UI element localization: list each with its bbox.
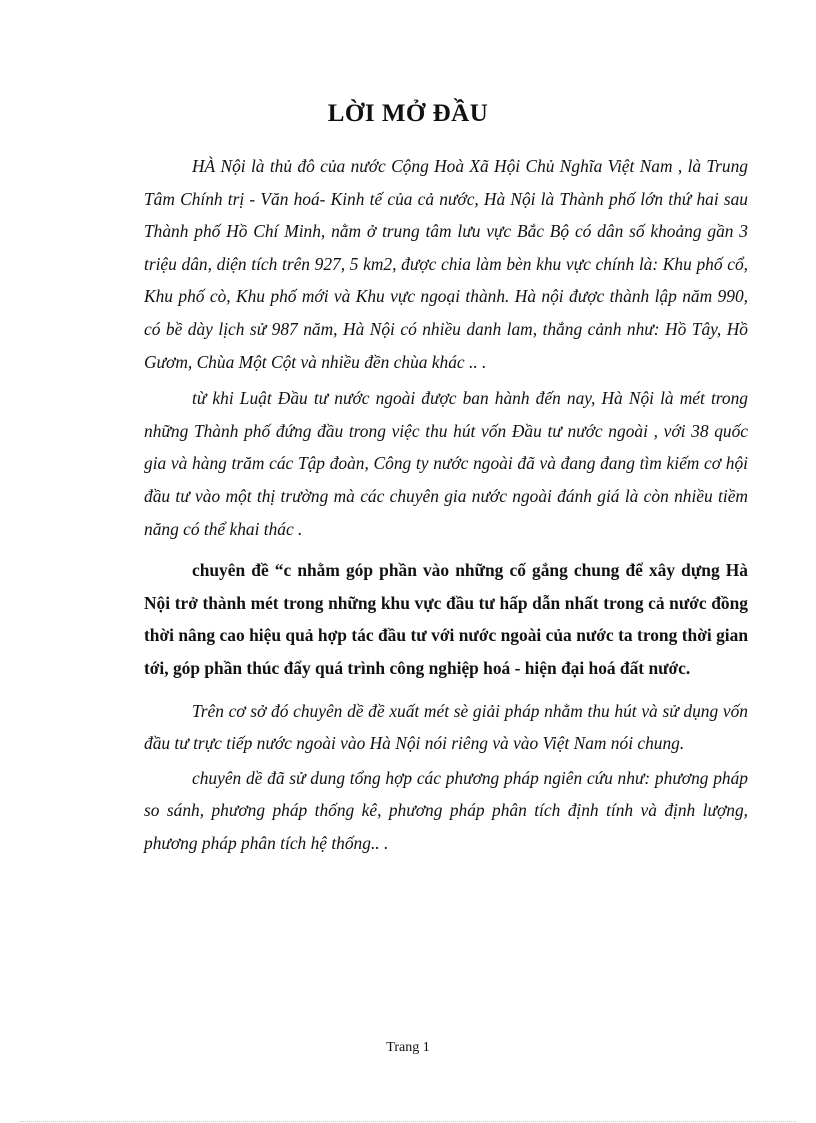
document-body <box>144 150 748 859</box>
paragraph-topic-purpose: chuyên đề “c nhằm góp phần vào những cố gắng chung để xây dựng Hà Nội trở thành mét trong những khu vực đầu tư hấp dẫn nhất trong cả nước đồng thời nâng cao hiệu quả hợp tác đầu tư với nước ngoài của nước ta trong thời gian tới, góp phần thúc đẩy quá trình công nghiệp hoá - hiện đại hoá đất nước. <box>144 560 748 678</box>
paragraph-foreign-investment: từ khi Luật Đầu tư nước ngoài được ban hành đến nay, Hà Nội là mét trong những Thành phố đứng đầu trong việc thu hút vốn Đầu tư nước ngoài , với 38 quốc gia và hàng trăm các Tập đoàn, Công ty nước ngoài đã và đang đang tìm kiếm cơ hội đầu tư vào một thị trường mà các chuyên gia nước ngoài đánh giá là còn nhiều tiềm năng có thể khai thác . <box>144 388 748 539</box>
paragraph-intro-hanoi: HÀ Nội là thủ đô của nước Cộng Hoà Xã Hội Chủ Nghĩa Việt Nam , là Trung Tâm Chính trị - Văn hoá- Kinh tế của cả nước, Hà Nội là Thành phố lớn thứ hai sau Thành phố Hồ Chí Minh, nằm ở trung tâm lưu vực Bắc Bộ có dân số khoảng gần 3 triệu dân, diện tích trên 927, 5 km2, được chia làm bèn khu vực chính là: Khu phố cổ, Khu phố cò, Khu phố mới và Khu vực ngoại thành. Hà nội được thành lập năm 990, có bề dày lịch sử 987 năm, Hà Nội có nhiều danh lam, thắng cảnh như: Hồ Tây, Hồ Gươm, Chùa Một Cột và nhiều đền chùa khác .. . <box>144 156 748 372</box>
page-number: Trang 1 <box>386 1040 430 1055</box>
paragraph-methods: chuyên dề đã sử dung tổng hợp các phương pháp ngiên cứu như: phương pháp so sánh, phương pháp thống kê, phương pháp phân tích định tính và định lượng, phương pháp phân tích hệ thống.. . <box>144 767 748 853</box>
page-title: LỜI MỞ ĐẦU <box>327 100 489 127</box>
paragraph-proposals: Trên cơ sở đó chuyên dề đề xuất mét sè giải pháp nhằm thu hút và sử dụng vốn đầu tư trực tiếp nước ngoài vào Hà Nội nói riêng và vào Việt Nam nói chung. <box>144 700 748 754</box>
page-bottom-divider <box>20 1121 796 1122</box>
